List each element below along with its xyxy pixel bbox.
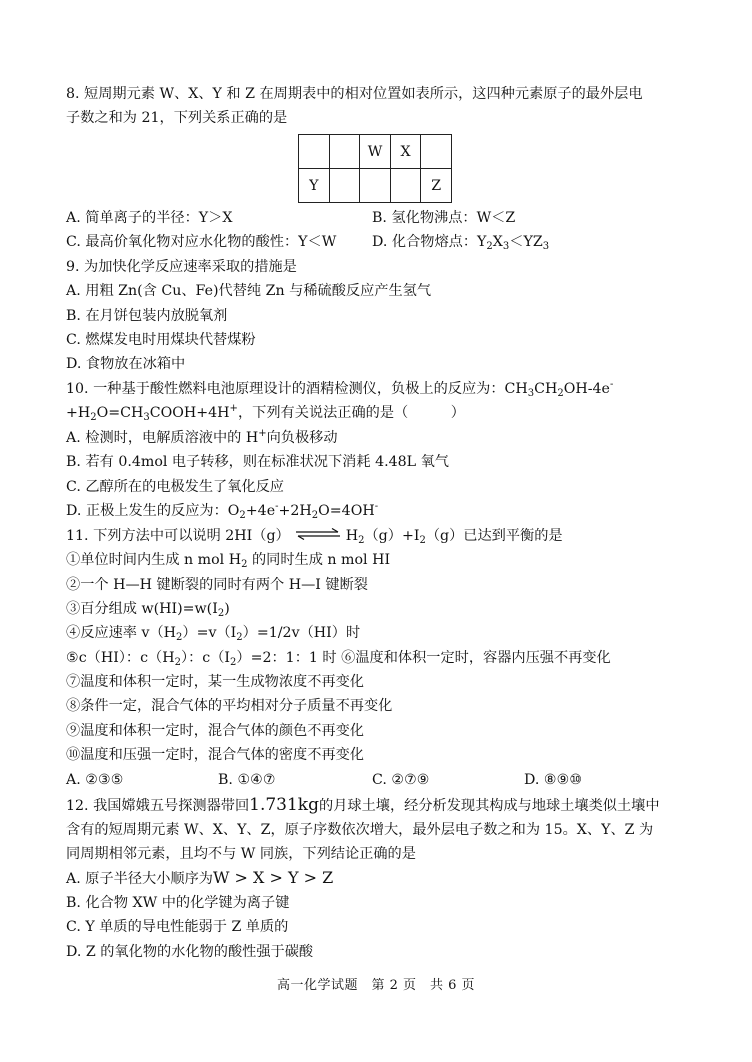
q11-item-4: ④反应速率 $v(H_2)=v(I_2)=1/2v(HI)$时: [66, 625, 361, 643]
q12-option-a: A. 原子半径大小顺序为W > X > Y > Z: [66, 868, 334, 887]
q12-stem-line3: 同周期相邻元素，且均不与 W 同族，下列结论正确的是: [66, 846, 416, 862]
q12-stem-line1: 12. 我国嫦娥五号探测器带回1.731kg的月球土壤，经分析发现其构成与地球土壤类似土壤中: [66, 795, 660, 815]
q9-option-b: B. 在月饼包装内放脱氧剂: [66, 308, 228, 324]
table-cell: W: [360, 135, 391, 169]
q11-item-10: ⑩温度和压强一定时，混合气体的密度不再变化: [66, 747, 364, 763]
q8-option-d: D. 化合物熔点：$Y_2X_3<YZ_3$: [372, 234, 550, 252]
table-cell: [329, 169, 360, 203]
table-cell: Z: [421, 169, 452, 203]
table-cell: [360, 169, 391, 203]
q8-stem-line2: 子数之和为 21，下列关系正确的是: [66, 110, 288, 126]
q8-option-c: C. 最高价氧化物对应水化物的酸性：Y＜W: [66, 234, 337, 250]
q9-stem: 9. 为加快化学反应速率采取的措施是: [66, 259, 297, 275]
q11-option-b: B. ①④⑦: [218, 772, 276, 788]
q11-item-9: ⑨温度和体积一定时，混合气体的颜色不再变化: [66, 723, 364, 739]
q12-option-d: D. Z 的氧化物的水化物的酸性强于碳酸: [66, 944, 314, 960]
q12-option-c: C. Y 单质的导电性能弱于 Z 单质的: [66, 919, 289, 935]
table-cell: Y: [299, 169, 330, 203]
q9-option-a: A. 用粗 Zn(含 Cu、Fe)代替纯 Zn 与稀硫酸反应产生氢气: [66, 283, 432, 299]
q12-stem-line2: 含有的短周期元素 W、X、Y、Z，原子序数依次增大，最外层电子数之和为 15。X、Y、Z 为: [66, 822, 654, 838]
q10-option-c: C. 乙醇所在的电极发生了氧化反应: [66, 479, 284, 495]
table-cell: [329, 135, 360, 169]
q11-option-d: D. ⑧⑨⑩: [524, 772, 583, 788]
q10-stem-line2: $+H_2O=CH_3COOH+4H^+$，下列有关说法正确的是（ ）: [66, 403, 465, 423]
q11-item-1: ①单位时间内生成 n mol $H_2$ 的同时生成 n mol HI: [66, 552, 391, 570]
periodic-table-fragment: [298, 134, 452, 203]
q8-option-b: B. 氢化物沸点：W＜Z: [372, 210, 516, 226]
table-cell: [421, 135, 452, 169]
q10-option-a: A. 检测时，电解质溶液中的 H+向负极移动: [66, 428, 338, 446]
q11-item-5-6: ⑤c（HI）：$c(H_2)$：$c(I_2)=2$：1：1 时 ⑥温度和体积一定时，容器内压强不再变化: [66, 650, 611, 668]
table-cell: X: [390, 135, 421, 169]
q9-option-d: D. 食物放在冰箱中: [66, 356, 186, 372]
q10-stem-line1: 10. 一种基于酸性燃料电池原理设计的酒精检测仪，负极上的反应为：$CH_3CH_2OH-4e^-$: [66, 379, 614, 399]
q11-option-c: C. ②⑦⑨: [372, 772, 430, 788]
q9-option-c: C. 燃煤发电时用煤块代替煤粉: [66, 332, 256, 348]
q11-item-8: ⑧条件一定，混合气体的平均相对分子质量不再变化: [66, 698, 393, 714]
q11-item-2: ②一个 H—H 键断裂的同时有两个 H—I 键断裂: [66, 577, 368, 593]
q11-item-7: ⑦温度和体积一定时，某一生成物浓度不再变化: [66, 674, 364, 690]
page-footer: 高一化学试题 第 2 页 共 6 页: [276, 978, 476, 993]
table-row: [299, 135, 452, 169]
q8-option-a: A. 简单离子的半径：Y＞X: [66, 210, 233, 226]
equilibrium-arrow-icon: [294, 526, 342, 546]
q10-option-b: B. 若有 0.4mol 电子转移，则在标准状况下消耗 4.48L 氧气: [66, 454, 449, 470]
q12-option-b: B. 化合物 XW 中的化学键为离子键: [66, 895, 290, 911]
table-row: [299, 169, 452, 203]
q11-item-3: ③百分组成 $w(HI)=w(I_2)$: [66, 601, 230, 619]
q8-stem-line1: 8. 短周期元素 W、X、Y 和 Z 在周期表中的相对位置如表所示，这四种元素原子的最外层电: [66, 86, 643, 102]
q10-option-d: D. 正极上发生的反应为：$O_2+4e^-+2H_2O=4OH^-$: [66, 501, 379, 521]
q11-stem: 11. 下列方法中可以说明 2HI（g） $H_2(g)+I_2(g)$已达到平衡的是: [66, 528, 563, 546]
q11-option-a: A. ②③⑤: [66, 772, 124, 788]
table-cell: [390, 169, 421, 203]
table-cell: [299, 135, 330, 169]
